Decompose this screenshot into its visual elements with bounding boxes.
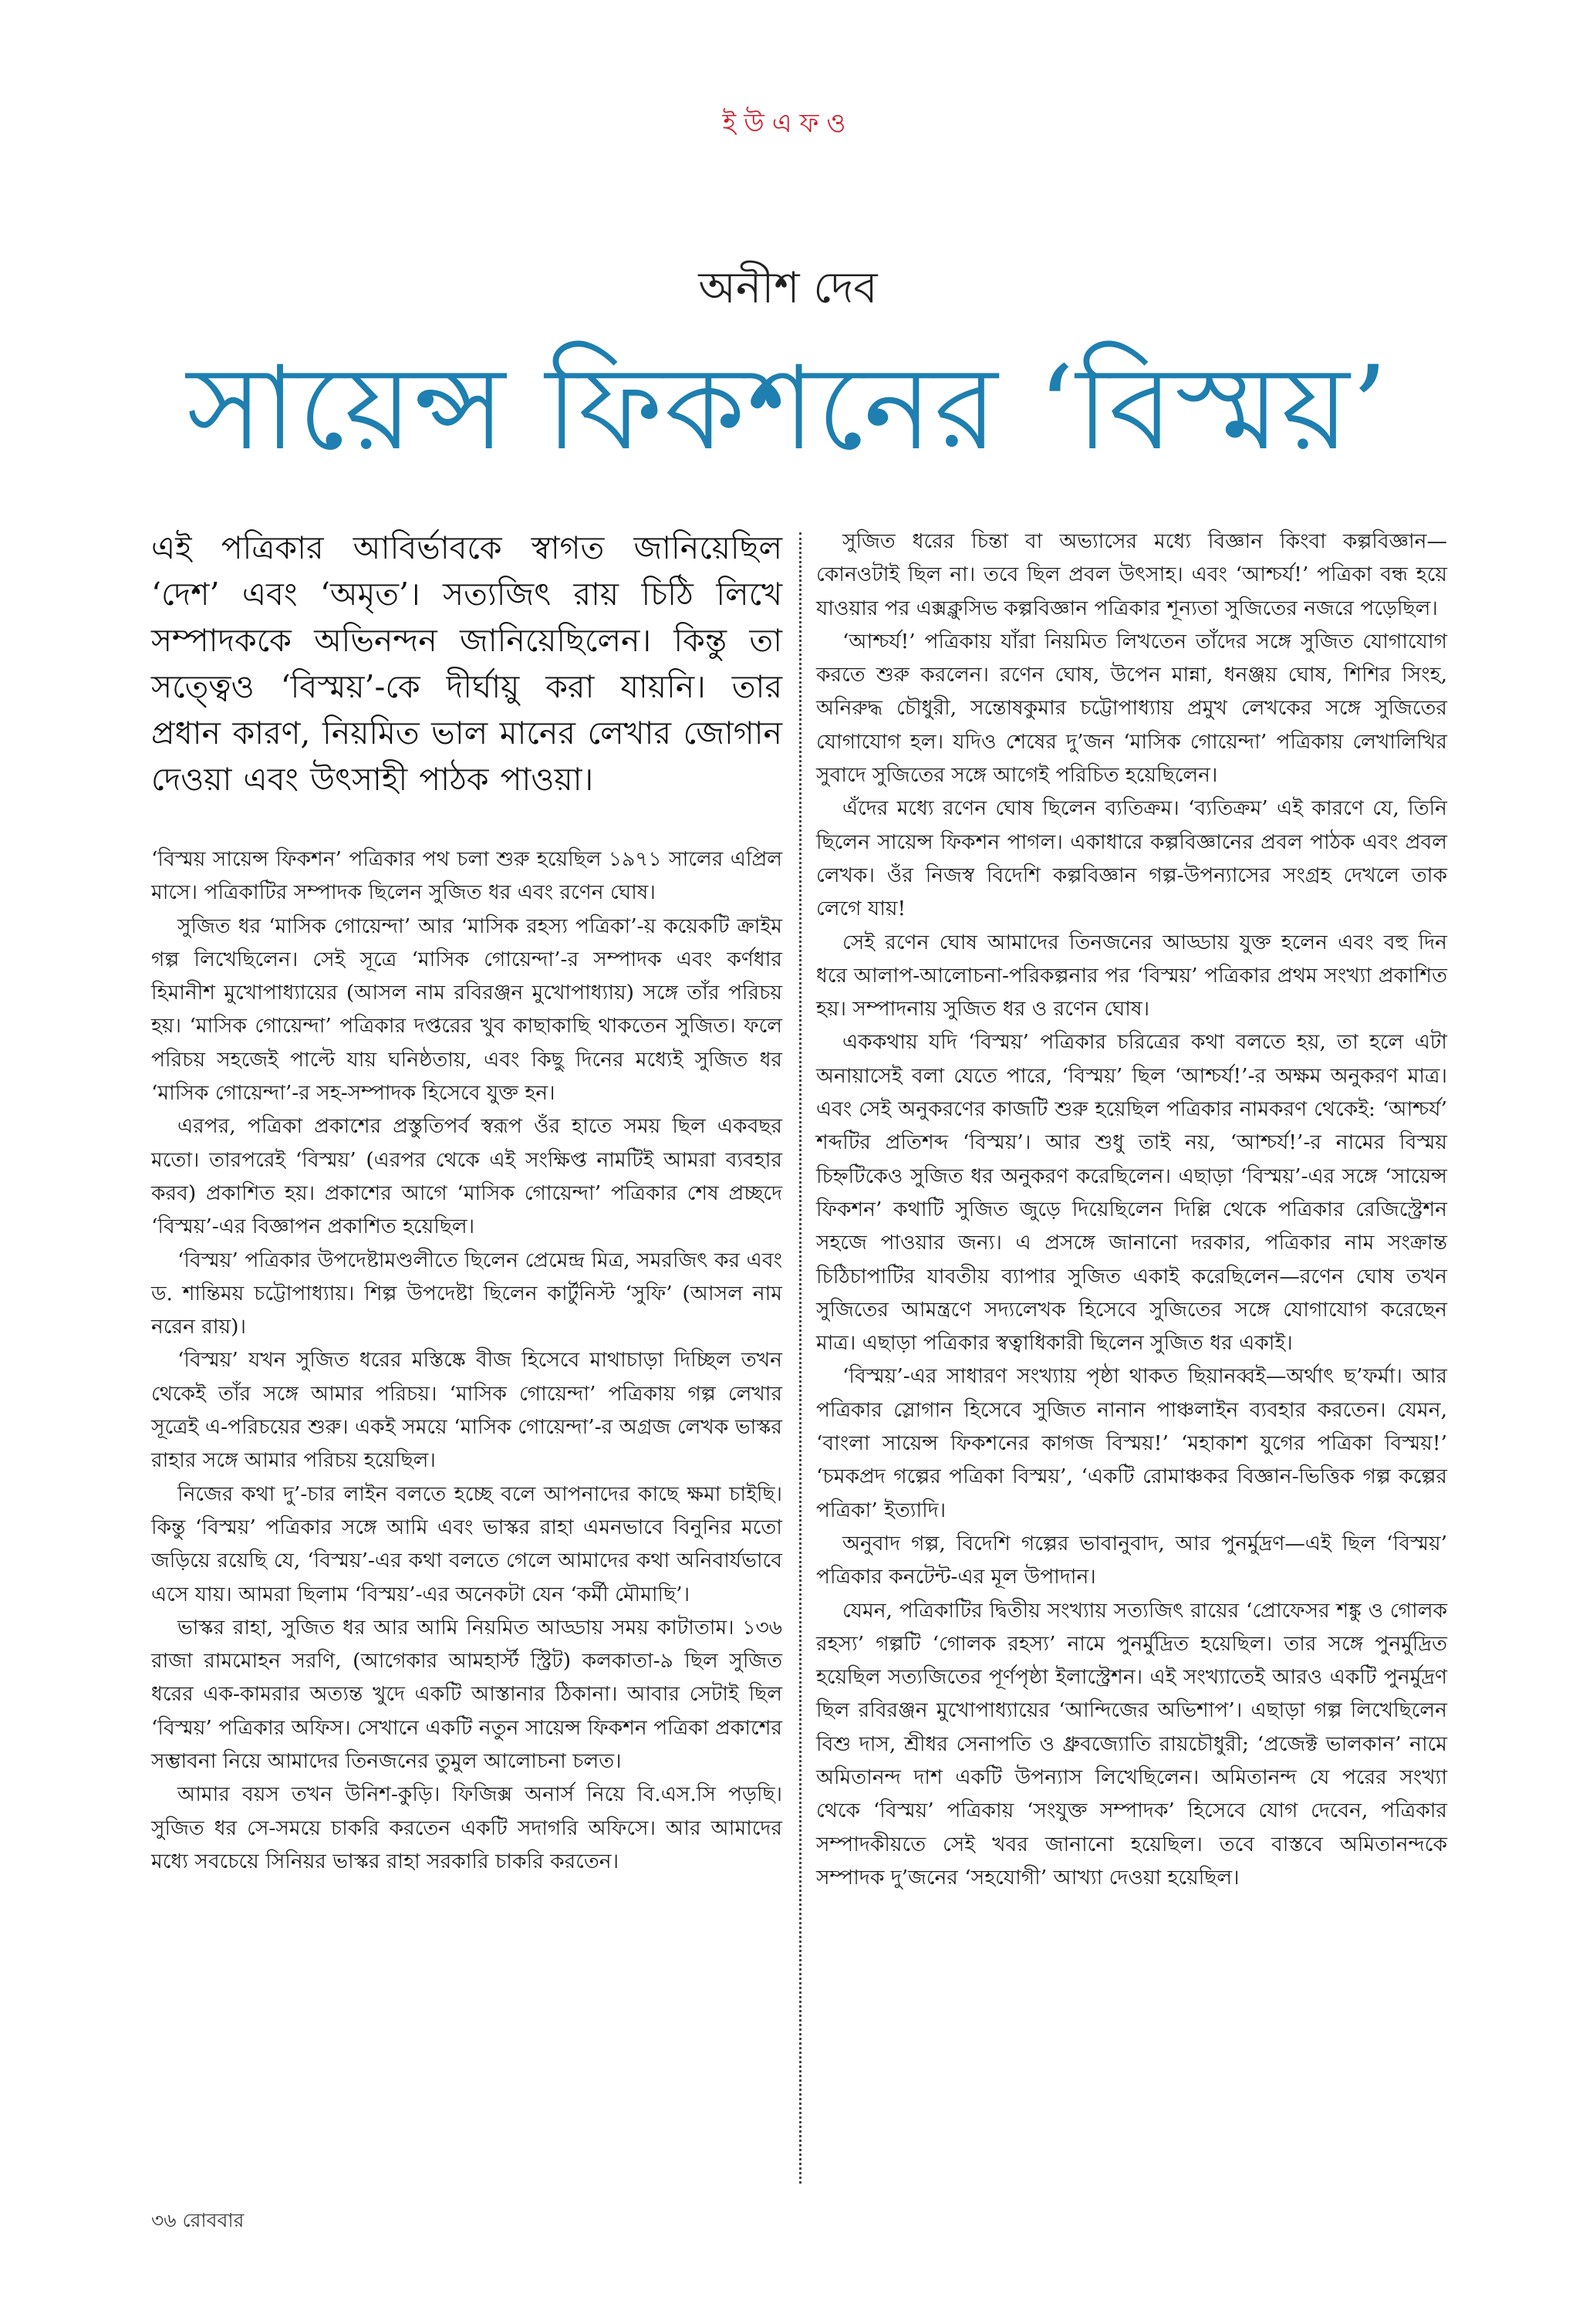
paragraph: এঁদের মধ্যে রণেন ঘোষ ছিলেন ব্যতিক্রম। ‘ব্যতিক্রম’ এই কারণে যে, তিনি ছিলেন সায়েন্স ফিকশন পাগল। একাধারে কল্পবিজ্ঞানের প্রবল পাঠক এবং প্রবল লেখক। ওঁর নিজস্ব বিদেশি কল্পবিজ্ঞান গল্প-উপন্যাসের সংগ্রহ দেখলে তাক লেগে যায়! — [816, 796, 1447, 921]
paragraph: ‘বিস্ময়’-এর সাধারণ সংখ্যায় পৃষ্ঠা থাকত ছিয়ানব্বই—অর্থাৎ ছ’ফর্মা। আর পত্রিকার স্লোগান হিসেবে সুজিত নানান পাঞ্চলাইন ব্যবহার করতেন। যেমন, ‘বাংলা সায়েন্স ফিকশনের কাগজ বিস্ময়!’ ‘মহাকাশ যুগের পত্রিকা বিস্ময়!’ ‘চমকপ্রদ গল্পের পত্রিকা বিস্ময়’, ‘একটি রোমাঞ্চকর বিজ্ঞান-ভিত্তিক গল্প কল্পের পত্রিকা’ ইত্যাদি। — [816, 1364, 1447, 1522]
paragraph: সুজিত ধরের চিন্তা বা অভ্যাসের মধ্যে বিজ্ঞান কিংবা কল্পবিজ্ঞান—কোনওটাই ছিল না। তবে ছিল প্রবল উৎসাহ। এবং ‘আশ্চর্য!’ পত্রিকা বন্ধ হয়ে যাওয়ার পর এক্সক্লুসিভ কল্পবিজ্ঞান পত্রিকার শূন্যতা সুজিতের নজরে পড়েছিল। — [816, 529, 1447, 620]
paragraph: ‘আশ্চর্য!’ পত্রিকায় যাঁরা নিয়মিত লিখতেন তাঁদের সঙ্গে সুজিত যোগাযোগ করতে শুরু করলেন। রণেন ঘোষ, উপেন মান্না, ধনঞ্জয় ঘোষ, শিশির সিংহ, অনিরুদ্ধ চৌধুরী, সন্তোষকুমার চট্টোপাধ্যায় প্রমুখ লেখকের সঙ্গে সুজিতের যোগাযোগ হল। যদিও শেষের দু’জন ‘মাসিক গোয়েন্দা’ পত্রিকায় লেখালিখির সুবাদে সুজিতের সঙ্গে আগেই পরিচিত হয়েছিলেন। — [816, 629, 1447, 788]
left-column — [151, 525, 782, 1878]
paragraph: এককথায় যদি ‘বিস্ময়’ পত্রিকার চরিত্রের কথা বলতে হয়, তা হলে এটা অনায়াসেই বলা যেতে পারে, ‘বিস্ময়’ ছিল ‘আশ্চর্য!’-র অক্ষম অনুকরণ মাত্র। এবং সেই অনুকরণের কাজটি শুরু হয়েছিল পত্রিকার নামকরণ থেকেই: ‘আশ্চর্য’ শব্দটির প্রতিশব্দ ‘বিস্ময়’। আর শুধু তাই নয়, ‘আশ্চর্য!’-র নামের বিস্ময় চিহ্নটিকেও সুজিত ধর অনুকরণ করেছিলেন। এছাড়া ‘বিস্ময়’-এর সঙ্গে ‘সায়েন্স ফিকশন’ কথাটি সুজিত জুড়ে দিয়েছিলেন দিল্লি থেকে পত্রিকার রেজিস্ট্রেশন সহজে পাওয়ার জন্য। এ প্রসঙ্গে জানানো দরকার, পত্রিকার নাম সংক্রান্ত চিঠিচাপাটির যাবতীয় ব্যাপার সুজিত একাই করেছিলেন—রণেন ঘোষ তখন সুজিতের আমন্ত্রণে সদ্যলেখক হিসেবে সুজিতের সঙ্গে যোগাযোগ করেছেন মাত্র। এছাড়া পত্রিকার স্বত্বাধিকারী ছিলেন সুজিত ধর একাই। — [816, 1030, 1447, 1356]
column-divider — [799, 532, 801, 2184]
paragraph: ‘বিস্ময়’ পত্রিকার উপদেষ্টামণ্ডলীতে ছিলেন প্রেমেন্দ্র মিত্র, সমরজিৎ কর এবং ড. শান্তিময় চট্টোপাধ্যায়। শিল্প উপদেষ্টা ছিলেন কার্টুনিস্ট ‘সুফি’ (আসল নাম নরেন রায়)। — [151, 1248, 782, 1339]
author-name: অনীশ দেব — [698, 263, 878, 313]
section-tag: ইউএফও — [722, 108, 854, 139]
paragraph: এরপর, পত্রিকা প্রকাশের প্রস্তুতিপর্ব স্বরূপ ওঁর হাতে সময় ছিল একবছর মতো। তারপরেই ‘বিস্ময়’ (এরপর থেকে এই সংক্ষিপ্ত নামটিই আমরা ব্যবহার করব) প্রকাশিত হয়। প্রকাশের আগে ‘মাসিক গোয়েন্দা’ পত্রিকার শেষ প্রচ্ছদে ‘বিস্ময়’-এর বিজ্ঞাপন প্রকাশিত হয়েছিল। — [151, 1114, 782, 1239]
paragraph: সেই রণেন ঘোষ আমাদের তিনজনের আড্ডায় যুক্ত হলেন এবং বহু দিন ধরে আলাপ-আলোচনা-পরিকল্পনার পর ‘বিস্ময়’ পত্রিকার প্রথম সংখ্যা প্রকাশিত হয়। সম্পাদনায় সুজিত ধর ও রণেন ঘোষ। — [816, 930, 1447, 1022]
paragraph: ‘বিস্ময়’ যখন সুজিত ধরের মস্তিষ্কে বীজ হিসেবে মাথাচাড়া দিচ্ছিল তখন থেকেই তাঁর সঙ্গে আমার পরিচয়। ‘মাসিক গোয়েন্দা’ পত্রিকায় গল্প লেখার সূত্রেই এ-পরিচয়ের শুরু। একই সময়ে ‘মাসিক গোয়েন্দা’-র অগ্রজ লেখক ভাস্কর রাহার সঙ্গে আমার পরিচয় হয়েছিল। — [151, 1348, 782, 1473]
paragraph: যেমন, পত্রিকাটির দ্বিতীয় সংখ্যায় সত্যজিৎ রায়ের ‘প্রোফেসর শঙ্কু ও গোলক রহস্য’ গল্পটি ‘গোলক রহস্য’ নামে পুনর্মুদ্রিত হয়েছিল। তার সঙ্গে পুনর্মুদ্রিত হয়েছিল সত্যজিতের পূর্ণপৃষ্ঠা ইলাস্ট্রেশন। এই সংখ্যাতেই আরও একটি পুনর্মুদ্রণ ছিল রবিরঞ্জন মুখোপাধ্যায়ের ‘আন্দিজের অভিশাপ’। এছাড়া গল্প লিখেছিলেন বিশু দাস, শ্রীধর সেনাপতি ও ধ্রুবজ্যোতি রায়চৌধুরী; ‘প্রজেক্ট ভালকান’ নামে অমিতানন্দ দাশ একটি উপন্যাস লিখেছিলেন। অমিতানন্দ যে পরের সংখ্যা থেকে ‘বিস্ময়’ পত্রিকায় ‘সংযুক্ত সম্পাদক’ হিসেবে যোগ দেবেন, পত্রিকার সম্পাদকীয়তে সেই খবর জানানো হয়েছিল। তবে বাস্তবে অমিতানন্দকে সম্পাদক দু’জনের ‘সহযোগী’ আখ্যা দেওয়া হয়েছিল। — [816, 1598, 1447, 1890]
paragraph: অনুবাদ গল্প, বিদেশি গল্পের ভাবানুবাদ, আর পুনর্মুদ্রণ—এই ছিল ‘বিস্ময়’ পত্রিকার কনটেন্ট-এর মূল উপাদান। — [816, 1531, 1447, 1589]
paragraph: ‘বিস্ময় সায়েন্স ফিকশন’ পত্রিকার পথ চলা শুরু হয়েছিল ১৯৭১ সালের এপ্রিল মাসে। পত্রিকাটির সম্পাদক ছিলেন সুজিত ধর এবং রণেন ঘোষ। — [151, 847, 782, 905]
paragraph: সুজিত ধর ‘মাসিক গোয়েন্দা’ আর ‘মাসিক রহস্য পত্রিকা’-য় কয়েকটি ক্রাইম গল্প লিখেছিলেন। সেই সূত্রে ‘মাসিক গোয়েন্দা’-র সম্পাদক এবং কর্ণধার হিমানীশ মুখোপাধ্যায়ের (আসল নাম রবিরঞ্জন মুখোপাধ্যায়) সঙ্গে তাঁর পরিচয় হয়। ‘মাসিক গোয়েন্দা’ পত্রিকার দপ্তরের খুব কাছাকাছি থাকতেন সুজিত। ফলে পরিচয় সহজেই পাল্টে যায় ঘনিষ্ঠতায়, এবং কিছু দিনের মধ্যেই সুজিত ধর ‘মাসিক গোয়েন্দা’-র সহ-সম্পাদক হিসেবে যুক্ত হন। — [151, 914, 782, 1106]
paragraph: ভাস্কর রাহা, সুজিত ধর আর আমি নিয়মিত আড্ডায় সময় কাটাতাম। ১৩৬ রাজা রামমোহন সরণি, (আগেকার আমহার্স্ট স্ট্রিট) কলকাতা-৯ ছিল সুজিত ধরের এক-কামরার অত্যন্ত খুদে একটি আস্তানার ঠিকানা। আবার সেটাই ছিল ‘বিস্ময়’ পত্রিকার অফিস। সেখানে একটি নতুন সায়েন্স ফিকশন পত্রিকা প্রকাশের সম্ভাবনা নিয়ে আমাদের তিনজনের তুমুল আলোচনা চলত। — [151, 1615, 782, 1774]
paragraph: নিজের কথা দু’-চার লাইন বলতে হচ্ছে বলে আপনাদের কাছে ক্ষমা চাইছি। কিন্তু ‘বিস্ময়’ পত্রিকার সঙ্গে আমি এবং ভাস্কর রাহা এমনভাবে বিনুনির মতো জড়িয়ে রয়েছি যে, ‘বিস্ময়’-এর কথা বলতে গেলে আমাদের কথা অনিবার্যভাবে এসে যায়। আমরা ছিলাম ‘বিস্ময়’-এর অনেকটা যেন ‘কর্মী মৌমাছি’। — [151, 1481, 782, 1606]
right-column — [816, 525, 1447, 1894]
page-footer: ৩৬ রোববার — [151, 2209, 245, 2231]
intro-blurb: এই পত্রিকার আবির্ভাবকে স্বাগত জানিয়েছিল ‘দেশ’ এবং ‘অমৃত’। সত্যজিৎ রায় চিঠি লিখে সম্পাদককে অভিনন্দন জানিয়েছিলেন। কিন্তু তা সত্ত্বেও ‘বিস্ময়’-কে দীর্ঘায়ু করা যায়নি। তার প্রধান কারণ, নিয়মিত ভাল মানের লেখার জোগান দেওয়া এবং উৎসাহী পাঠক পাওয়া। — [151, 529, 782, 798]
paragraph: আমার বয়স তখন উনিশ-কুড়ি। ফিজিক্স অনার্স নিয়ে বি.এস.সি পড়ছি। সুজিত ধর সে-সময়ে চাকরি করতেন একটি সদাগরি অফিসে। আর আমাদের মধ্যে সবচেয়ে সিনিয়র ভাস্কর রাহা সরকারি চাকরি করতেন। — [151, 1782, 782, 1873]
headline: সায়েন্স ফিকশনের ‘বিস্ময়’ — [186, 342, 1390, 476]
